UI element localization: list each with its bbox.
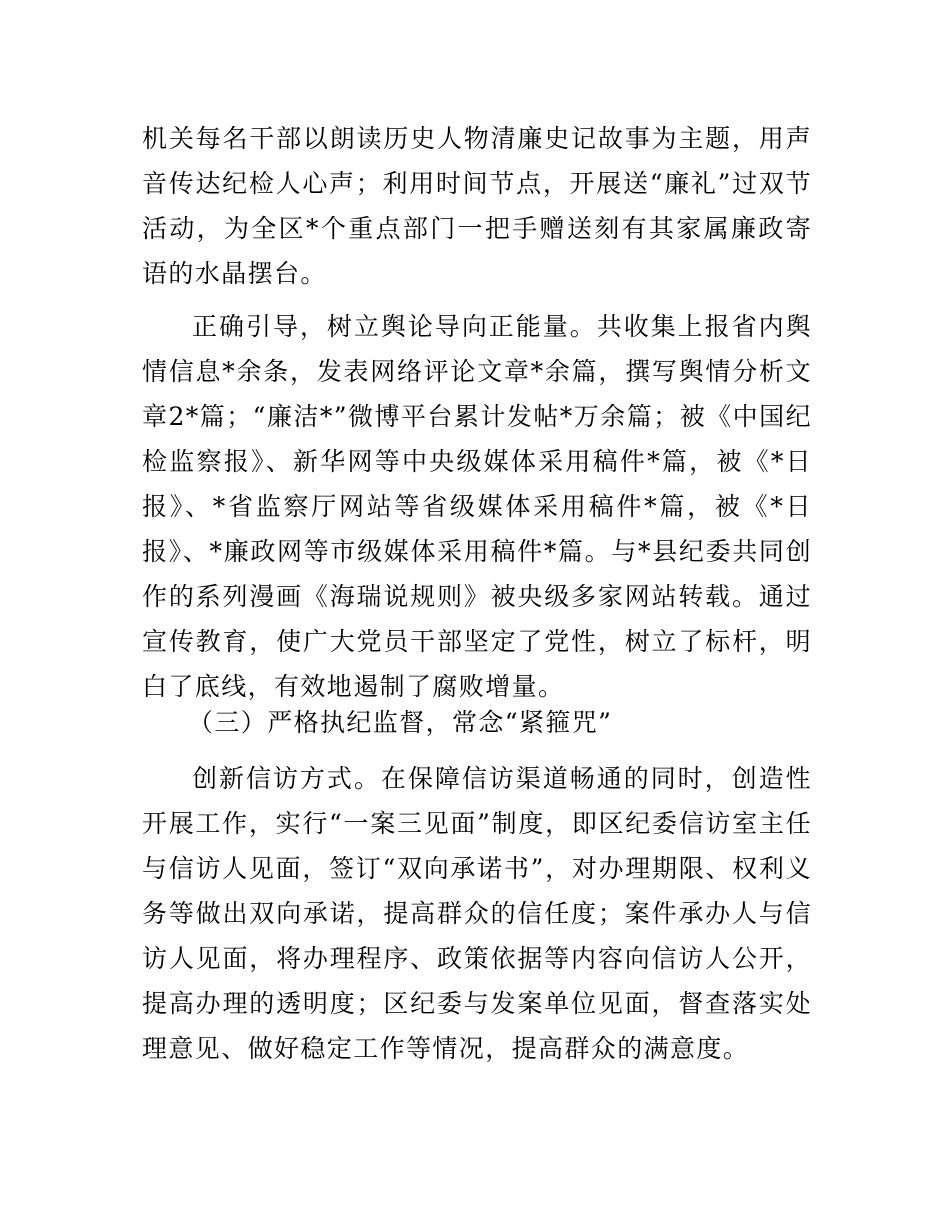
section-heading: （三）严格执纪监督，常念“紧箍咒” (188, 708, 613, 737)
paragraph-public-opinion-guidance: 正确引导，树立舆论导向正能量。共收集上报省内舆情信息*余条，发表网络评论文章*余篇，撰写舆情分析文章2*篇；“廉洁*”微博平台累计发帖*万余篇；被《中国纪检监察报》、新华网等中央级媒体采用稿件*篇，被《*日报》、*省监察厅网站等省级媒体采用稿件*篇，被《*日报》、*廉政网等市级媒体采用稿件*篇。与*县纪委共同创作的系列漫画《海瑞说规则》被央级多家网站转载。通过宣传教育，使广大党员干部坚定了党性，树立了标杆，明白了底线，有效地遏制了腐败增量。 (142, 312, 812, 701)
paragraph-clean-culture-activities: 机关每名干部以朗读历史人物清廉史记故事为主题，用声音传达纪检人心声；利用时间节点，开展送“廉礼”过双节活动，为全区*个重点部门一把手赠送刻有其家属廉政寄语的水晶摆台。 (142, 124, 812, 288)
paragraph-petition-innovation: 创新信访方式。在保障信访渠道畅通的同时，创造性开展工作，实行“一案三见面”制度，即区纪委信访室主任与信访人见面，签订“双向承诺书”，对办理期限、权利义务等做出双向承诺，提高群众的信任度；案件承办人与信访人见面，将办理程序、政策依据等内容向信访人公开，提高办理的透明度；区纪委与发案单位见面，督查落实处理意见、做好稳定工作等情况，提高群众的满意度。 (142, 764, 812, 1063)
